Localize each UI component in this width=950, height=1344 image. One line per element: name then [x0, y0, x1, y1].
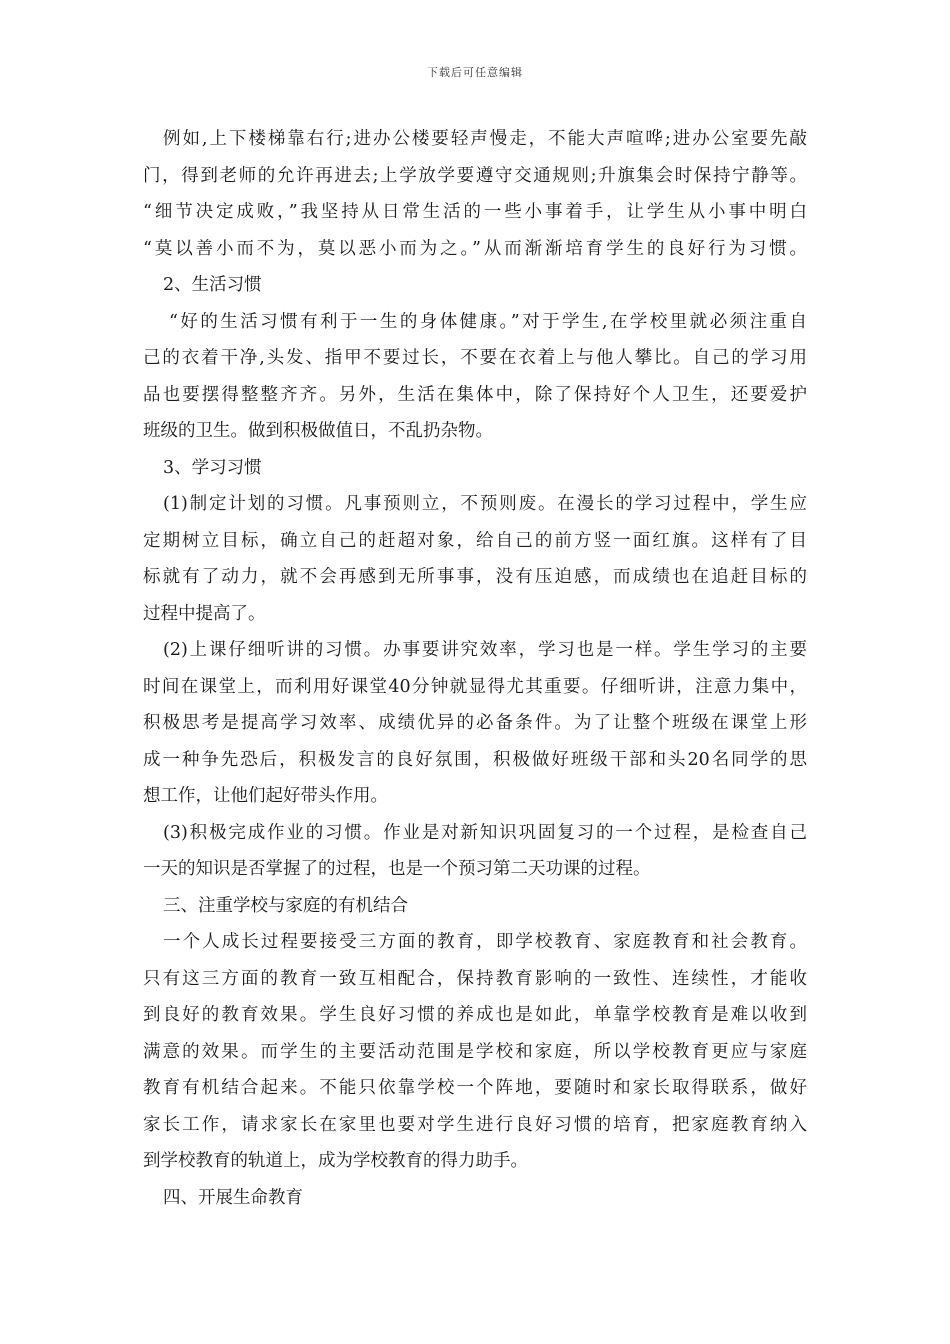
- document-line: 四、开展生命教育: [163, 1187, 303, 1208]
- document-line: 成一种争先恐后，积极发言的良好氛围，积极做好班级干部和头20名同学的思: [143, 749, 807, 770]
- document-line: 到良好的教育效果。学生良好习惯的养成也是如此，单靠学校教育是难以收到: [143, 1005, 807, 1025]
- document-line: “细节决定成败，”我坚持从日常生活的一些小事着手，让学生从小事中明白: [143, 202, 807, 222]
- document-line: 门，得到老师的允许再进去;上学放学要遵守交通规则;升旗集会时保持宁静等。: [143, 165, 807, 186]
- document-line: “好的生活习惯有利于一生的身体健康。”对于学生,在学校里就必须注重自: [169, 311, 807, 332]
- document-line: 例如,上下楼梯靠右行;进办公楼要轻声慢走，不能大声喧哗;进办公室要先敲: [163, 129, 807, 149]
- document-line: “莫以善小而不为，莫以恶小而为之。”从而渐渐培育学生的良好行为习惯。: [143, 238, 807, 259]
- document-line: 标就有了动力，就不会再感到无所事事，没有压迫感，而成绩也在追赶目标的: [143, 567, 807, 587]
- document-line: 一个人成长过程要接受三方面的教育，即学校教育、家庭教育和社会教育。: [163, 932, 807, 952]
- document-line: 班级的卫生。做到积极做值日，不乱扔杂物。: [143, 421, 493, 441]
- document-line: 只有这三方面的教育一致互相配合，保持教育影响的一致性、连续性，才能收: [143, 968, 807, 989]
- document-line: 积极思考是提高学习效率、成绩优异的必备条件。为了让整个班级在课堂上形: [143, 713, 807, 733]
- document-line: (1)制定计划的习惯。凡事预则立，不预则废。在漫长的学习过程中，学生应: [163, 494, 807, 514]
- document-line: 满意的效果。而学生的主要活动范围是学校和家庭，所以学校教育更应与家庭: [143, 1041, 807, 1062]
- document-line: 家长工作，请求家长在家里也要对学生进行良好习惯的培育，把家庭教育纳入: [143, 1114, 807, 1135]
- document-line: (3)积极完成作业的习惯。作业是对新知识巩固复习的一个过程，是检查自己: [163, 822, 807, 843]
- document-line: 教育有机结合起来。不能只依靠学校一个阵地，要随时和家长取得联系，做好: [143, 1078, 807, 1098]
- document-line: (2)上课仔细听讲的习惯。办事要讲究效率，学习也是一样。学生学习的主要: [163, 640, 807, 660]
- document-line: 己的衣着干净,头发、指甲不要过长，不要在衣着上与他人攀比。自己的学习用: [143, 348, 807, 368]
- document-line: 到学校教育的轨道上，成为学校教育的得力助手。: [143, 1151, 528, 1171]
- document-line: 过程中提高了。: [143, 603, 266, 624]
- document-line: 时间在课堂上，而利用好课堂40分钟就显得尤其重要。仔细听讲，注意力集中，: [143, 676, 807, 697]
- document-line: 一天的知识是否掌握了的过程，也是一个预习第二天功课的过程。: [143, 859, 651, 879]
- document-line: 2、生活习惯: [163, 275, 262, 295]
- document-body: [143, 121, 807, 1216]
- header-note: 下载后可任意编辑: [427, 66, 523, 79]
- document-line: 3、学习习惯: [163, 457, 262, 478]
- document-line: 定期树立目标，确立自己的赶超对象，给自己的前方竖一面红旗。这样有了目: [143, 530, 807, 551]
- document-line: 品也要摆得整整齐齐。另外，生活在集体中，除了保持好个人卫生，还要爱护: [143, 384, 807, 405]
- document-line: 想工作，让他们起好带头作用。: [143, 786, 388, 806]
- document-line: 三、注重学校与家庭的有机结合: [163, 895, 408, 916]
